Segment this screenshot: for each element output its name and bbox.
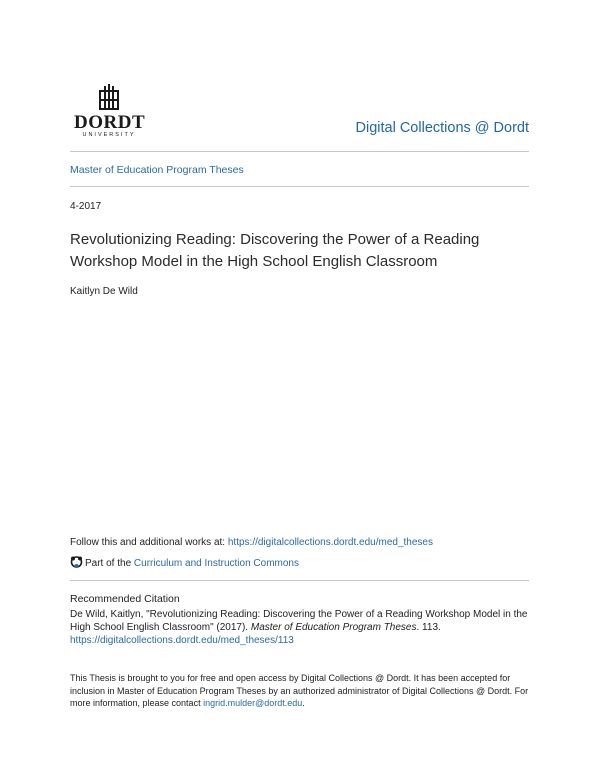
contact-email-link[interactable]: ingrid.mulder@dordt.edu	[203, 698, 303, 708]
logo-word: DORDT	[74, 112, 146, 133]
dordt-logo	[74, 82, 144, 139]
commons-network-icon	[70, 556, 83, 572]
notice-line-3	[70, 697, 540, 710]
dordt-tower-logo-icon	[94, 82, 124, 112]
access-notice	[70, 672, 540, 710]
commons-link[interactable]: Curriculum and Instruction Commons	[133, 558, 299, 569]
notice-line-2: inclusion in Master of Education Program Theses by an authorized administrator of Digital Collections @ Dordt. For	[70, 685, 529, 696]
part-of-prefix: Part of the	[85, 558, 134, 569]
digital-collections-link[interactable]: Digital Collections @ Dordt	[355, 120, 529, 136]
follow-prefix: Follow this and additional works at:	[70, 537, 228, 548]
citation-body	[70, 608, 540, 647]
citation-url-link[interactable]: https://digitalcollections.dordt.edu/med_theses/113	[70, 635, 294, 646]
citation-line-2-end: . 113.	[416, 622, 441, 633]
series-link[interactable]: Master of Education Program Theses	[70, 164, 244, 176]
logo-subtitle: UNIVERSITY	[82, 132, 136, 138]
follow-url-link[interactable]: https://digitalcollections.dordt.edu/med_theses	[227, 537, 433, 548]
citation-line-1: De Wild, Kaitlyn, "Revolutionizing Reading: Discovering the Power of a Reading Workshop Model in the	[70, 609, 528, 620]
notice-line-3-prefix: more information, please contact	[70, 698, 204, 708]
publication-date: 4-2017	[70, 201, 102, 212]
part-of-line	[70, 556, 299, 572]
divider	[70, 186, 529, 187]
author-name: Kaitlyn De Wild	[70, 286, 138, 297]
citation-series-italic: Master of Education Program Theses	[250, 622, 417, 633]
notice-line-3-suffix: .	[302, 698, 305, 708]
citation-heading: Recommended Citation	[70, 593, 180, 605]
divider	[70, 151, 529, 152]
citation-line-2	[70, 621, 540, 634]
thesis-title: Revolutionizing Reading: Discovering the Power of a Reading Workshop Model in the High School English Classroom	[70, 231, 480, 270]
notice-line-1: This Thesis is brought to you for free and open access by Digital Collections @ Dordt. It has been accepted for	[70, 673, 511, 683]
follow-line	[70, 536, 433, 549]
divider	[70, 580, 529, 581]
citation-line-2-plain: High School English Classroom" (2017).	[70, 622, 251, 633]
